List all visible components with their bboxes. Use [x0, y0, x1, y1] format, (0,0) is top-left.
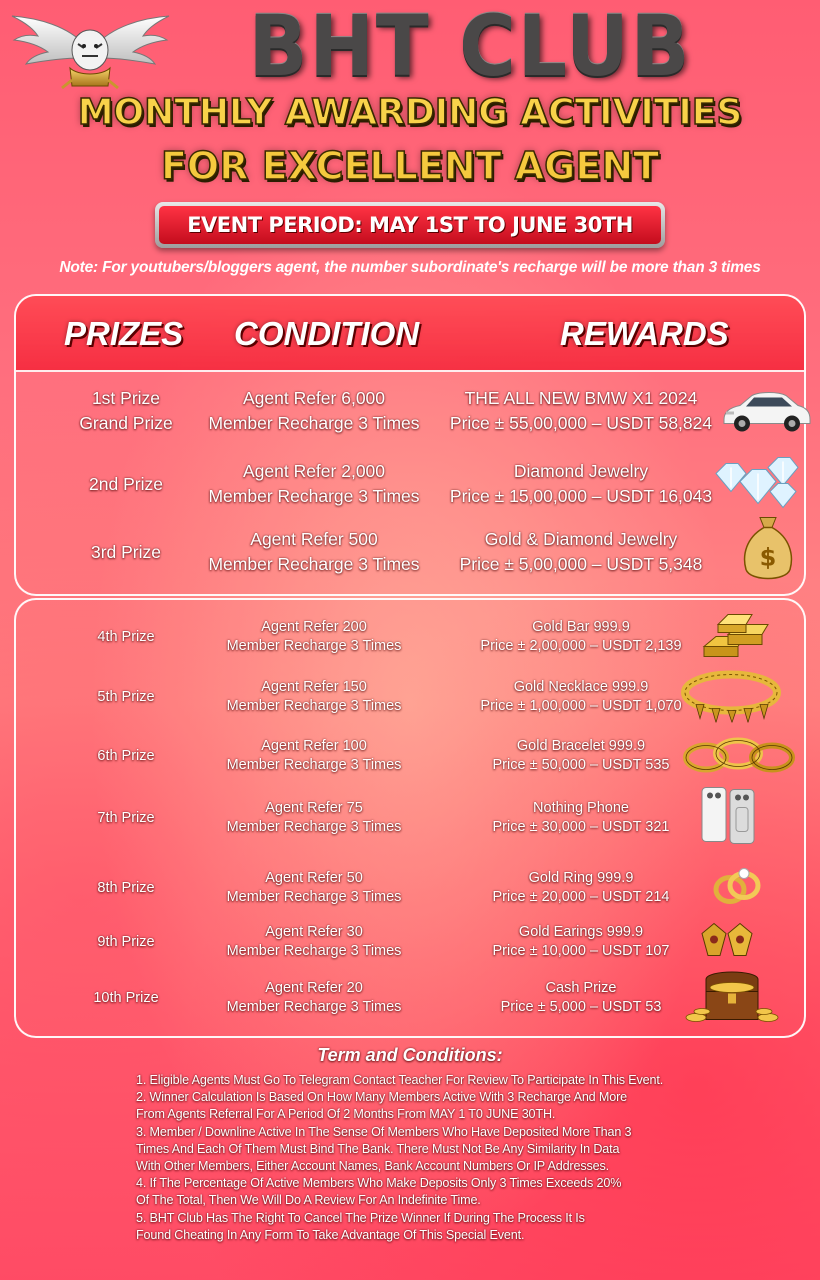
prize-cell	[36, 380, 216, 442]
reward-cell	[436, 858, 726, 918]
condition-recharge: Member Recharge 3 Times	[226, 757, 402, 773]
prize-cell	[36, 452, 216, 516]
reward-name: Gold Bar 999.9	[532, 619, 630, 635]
table-row	[16, 918, 804, 966]
condition-cell	[198, 970, 430, 1026]
reward-price: Price ± 20,000 – USDT 214	[492, 889, 670, 905]
other-prizes-panel	[14, 598, 806, 1038]
terms-line: 5. BHT Club Has The Right To Cancel The Prize Winner If During The Process It Is	[136, 1210, 585, 1225]
prize-cell: 7th Prize	[97, 809, 155, 826]
reward-price: Price ± 1,00,000 – USDT 1,070	[480, 698, 682, 714]
prize-cell: 4th Prize	[97, 628, 155, 645]
reward-price: Price ± 50,000 – USDT 535	[492, 757, 670, 773]
reward-price: Price ± 55,00,000 – USDT 58,824	[449, 413, 713, 433]
condition-refer: Agent Refer 150	[261, 679, 367, 695]
reward-name: THE ALL NEW BMW X1 2024	[464, 388, 698, 408]
reward-cell	[436, 452, 726, 516]
reward-price: Price ± 10,000 – USDT 107	[492, 943, 670, 959]
note-text: Note: For youtubers/bloggers agent, the number subordinate's recharge will be more than 3 times	[59, 259, 761, 276]
winged-tiger-logo-icon	[8, 6, 173, 92]
terms-title: Term and Conditions:	[317, 1045, 503, 1065]
table-row	[16, 452, 804, 516]
reward-price: Price ± 30,000 – USDT 321	[492, 819, 670, 835]
terms-line: Times And Each Of Them Must Bind The Bank. There Must Not Be Any Similarity In Data	[136, 1141, 620, 1156]
terms-line: With Other Members, Either Account Names, Bank Account Numbers Or IP Addresses.	[136, 1159, 609, 1174]
svg-text:$: $	[759, 543, 777, 572]
table-row	[16, 728, 804, 784]
header-condition: CONDITION	[234, 315, 420, 352]
prize-cell: 5th Prize	[97, 688, 155, 705]
reward-name: Gold Earings 999.9	[518, 924, 644, 940]
gold-bar-icon	[698, 607, 774, 668]
necklace-icon	[676, 667, 786, 728]
condition-cell	[198, 608, 430, 666]
reward-name: Gold Bracelet 999.9	[516, 738, 646, 754]
phone-icon	[700, 786, 758, 851]
prize-label: 3rd Prize	[90, 541, 162, 562]
terms-list	[136, 1072, 776, 1244]
condition-refer: Agent Refer 30	[265, 924, 363, 940]
condition-recharge: Member Recharge 3 Times	[208, 413, 420, 433]
prize-cell: 10th Prize	[93, 989, 159, 1006]
reward-name: Nothing Phone	[533, 800, 629, 816]
prize-cell: 8th Prize	[97, 879, 155, 896]
event-period-text: EVENT PERIOD: MAY 1ST TO JUNE 30TH	[159, 206, 661, 244]
top-prizes-panel	[14, 294, 806, 596]
table-row	[16, 608, 804, 666]
condition-refer: Agent Refer 20	[265, 980, 363, 996]
diamond-icon	[710, 452, 804, 517]
terms-line: 1. Eligible Agents Must Go To Telegram Contact Teacher For Review To Participate In This Event.	[136, 1073, 664, 1087]
bracelet-icon	[680, 728, 798, 785]
header-rewards: REWARDS	[560, 315, 729, 352]
condition-cell	[198, 786, 430, 850]
table-row	[16, 380, 804, 442]
terms-line: 2. Winner Calculation Is Based On How Many Members Active With 3 Recharge And More	[136, 1090, 627, 1105]
table-row	[16, 970, 804, 1026]
money-bag-icon	[740, 514, 796, 591]
terms-line: Of The Total, Then We Will Do A Review For An Indefinite Time.	[136, 1193, 481, 1208]
condition-refer: Agent Refer 100	[261, 738, 367, 754]
reward-name: Diamond Jewelry	[513, 461, 649, 481]
condition-recharge: Member Recharge 3 Times	[226, 889, 402, 905]
header-prizes: PRIZES	[64, 315, 184, 352]
condition-refer: Agent Refer 6,000	[242, 388, 386, 408]
reward-price: Price ± 15,00,000 – USDT 16,043	[449, 486, 713, 506]
condition-refer: Agent Refer 2,000	[242, 461, 386, 481]
ring-icon	[710, 864, 764, 913]
condition-refer: Agent Refer 50	[265, 870, 363, 886]
brand-title: BHT CLUB	[248, 0, 692, 95]
condition-recharge: Member Recharge 3 Times	[226, 819, 402, 835]
reward-name: Gold Ring 999.9	[528, 870, 634, 886]
treasure-chest-icon	[682, 966, 782, 1031]
reward-price: Price ± 5,00,000 – USDT 5,348	[459, 554, 703, 574]
earrings-icon	[700, 920, 760, 965]
condition-cell	[198, 918, 430, 966]
prize-cell: 6th Prize	[97, 747, 155, 764]
reward-name: Cash Prize	[545, 980, 617, 996]
prize-label: 2nd Prize	[89, 473, 163, 494]
reward-cell	[436, 918, 726, 966]
table-row	[16, 666, 804, 728]
condition-refer: Agent Refer 200	[261, 619, 367, 635]
prize-cell	[36, 522, 216, 582]
prize-sublabel: Grand Prize	[79, 413, 173, 433]
condition-cell	[198, 380, 430, 442]
reward-price: Price ± 5,000 – USDT 53	[500, 999, 662, 1015]
reward-cell	[436, 522, 726, 582]
reward-name: Gold & Diamond Jewelry	[484, 529, 678, 549]
car-icon	[720, 384, 812, 439]
reward-cell	[436, 608, 726, 666]
title-line-1: MONTHLY AWARDING ACTIVITIES	[77, 92, 743, 133]
event-period-banner	[155, 202, 665, 248]
table-row	[16, 858, 804, 918]
condition-recharge: Member Recharge 3 Times	[226, 999, 402, 1015]
condition-refer: Agent Refer 75	[265, 800, 363, 816]
condition-recharge: Member Recharge 3 Times	[226, 698, 402, 714]
condition-recharge: Member Recharge 3 Times	[226, 943, 402, 959]
reward-cell	[436, 786, 726, 850]
condition-cell	[198, 728, 430, 784]
prize-cell: 9th Prize	[97, 933, 155, 950]
condition-recharge: Member Recharge 3 Times	[208, 554, 420, 574]
condition-recharge: Member Recharge 3 Times	[226, 638, 402, 654]
condition-cell	[198, 522, 430, 582]
condition-cell	[198, 452, 430, 516]
title-line-2: FOR EXCELLENT AGENT	[160, 144, 660, 188]
terms-line: 4. If The Percentage Of Active Members Who Make Deposits Only 3 Times Exceeds 20%	[136, 1176, 622, 1191]
reward-price: Price ± 2,00,000 – USDT 2,139	[480, 638, 682, 654]
condition-refer: Agent Refer 500	[250, 529, 378, 549]
condition-cell	[198, 666, 430, 728]
reward-name: Gold Necklace 999.9	[513, 679, 649, 695]
prize-label: 1st Prize	[91, 388, 161, 408]
table-row	[16, 522, 804, 582]
table-header	[16, 296, 804, 372]
condition-recharge: Member Recharge 3 Times	[208, 486, 420, 506]
reward-cell	[436, 380, 726, 442]
terms-line: Found Cheating In Any Form To Take Advantage Of This Special Event.	[136, 1227, 525, 1242]
table-row	[16, 786, 804, 850]
terms-line: 3. Member / Downline Active In The Sense Of Members Who Have Deposited More Than 3	[136, 1124, 632, 1139]
condition-cell	[198, 858, 430, 918]
terms-line: From Agents Referral For A Period Of 2 Months From MAY 1 T0 JUNE 30TH.	[136, 1107, 556, 1122]
